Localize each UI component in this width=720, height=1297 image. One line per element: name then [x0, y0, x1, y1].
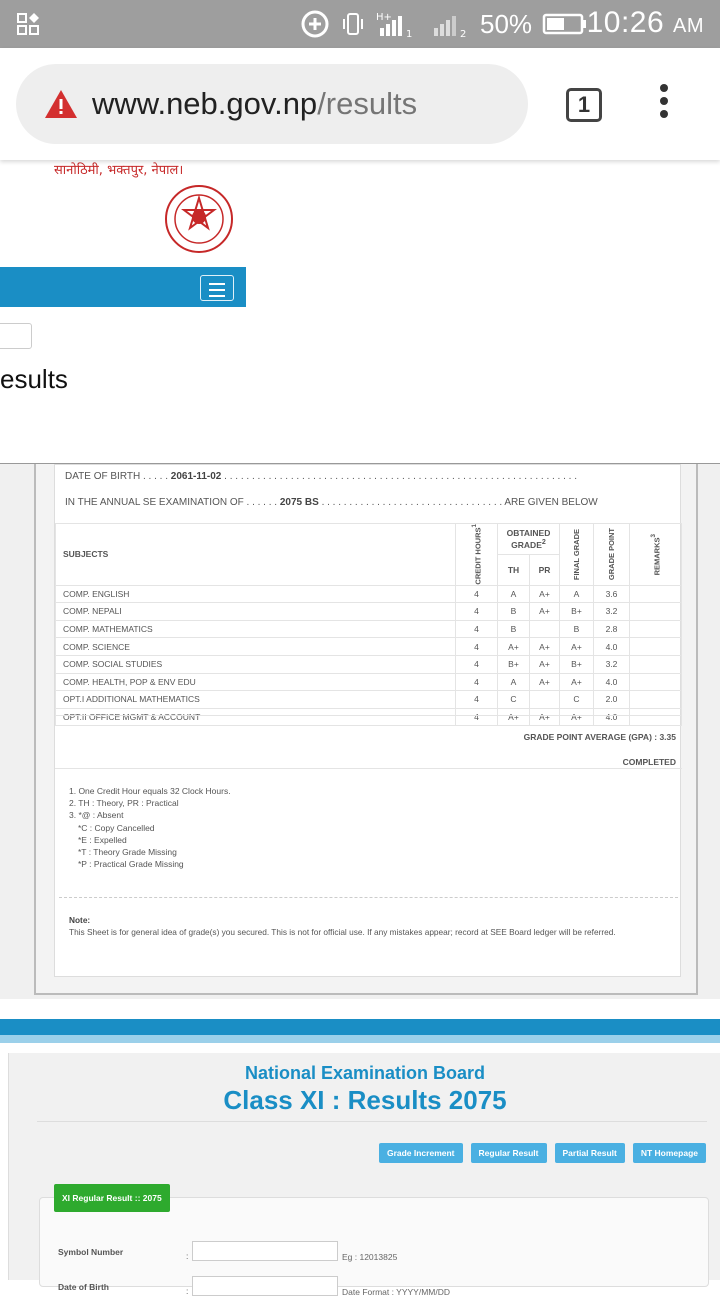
subject-cell: OPT.II OFFICE MGMT & ACCOUNT: [56, 708, 456, 726]
board-name: National Examination Board: [244, 1063, 486, 1083]
legend-item: 1. One Credit Hour equals 32 Clock Hours.: [69, 786, 231, 796]
dob-line: [65, 471, 577, 482]
pr-grade-cell: [530, 691, 560, 709]
svg-text:H+: H+: [376, 12, 392, 23]
col-pr: PR: [530, 554, 560, 585]
grade-point-cell: 2.0: [594, 691, 630, 709]
table-row: [56, 673, 682, 691]
subject-cell: OPT.I ADDITIONAL MATHEMATICS: [56, 691, 456, 709]
legend-notes: [69, 785, 231, 870]
result-status: COMPLETED: [622, 757, 676, 767]
gpa-value: GRADE POINT AVERAGE (GPA) : 3.35: [523, 732, 676, 742]
svg-text:2: 2: [460, 29, 467, 38]
remarks-cell: [630, 655, 682, 673]
pr-grade-cell: A+: [530, 708, 560, 726]
battery-percent: 50%: [480, 8, 533, 39]
col-remarks: REMARKS$^3$: [630, 524, 682, 586]
credit-cell: 4: [456, 620, 498, 638]
nepali-address: सानोठिमी, भक्तपुर, नेपाल।: [54, 163, 184, 178]
site-navbar: [0, 267, 246, 307]
app-grid-icon: [16, 12, 40, 36]
panel-tag: XI Regular Result :: 2075: [54, 1184, 170, 1212]
remarks-cell: [630, 603, 682, 621]
grade-point-cell: 4.0: [594, 708, 630, 726]
table-row: [56, 638, 682, 656]
regular-result-panel: [39, 1193, 709, 1297]
field-colon: :: [186, 1286, 189, 1296]
regular-result-button[interactable]: Regular Result: [471, 1143, 547, 1163]
th-grade-cell: A: [498, 585, 530, 603]
th-grade-cell: A+: [498, 638, 530, 656]
table-row: [56, 603, 682, 621]
results-title: Class XI : Results 2075: [223, 1085, 507, 1115]
date-of-birth-input[interactable]: [192, 1276, 338, 1296]
dashed-divider: [59, 897, 678, 898]
legend-item: *E : Expelled: [78, 834, 127, 845]
section-band: [0, 1019, 720, 1035]
remarks-cell: [630, 585, 682, 603]
tab-switcher-button[interactable]: 1: [566, 88, 602, 122]
pr-grade-cell: [530, 620, 560, 638]
divider: [37, 1121, 707, 1122]
status-bar: [0, 0, 720, 48]
data-saver-icon: [300, 9, 330, 39]
exam-suffix: . . . . . . . . . . . . . . . . . . . . . . . . . . . . . . . . . ARE GIVEN BELOW: [321, 497, 598, 508]
th-grade-cell: C: [498, 691, 530, 709]
th-grade-cell: A+: [498, 708, 530, 726]
subject-cell: COMP. NEPALI: [56, 603, 456, 621]
symbol-number-label: Symbol Number: [58, 1247, 124, 1257]
final-grade-cell: A+: [560, 708, 594, 726]
remarks-cell: [630, 691, 682, 709]
subject-cell: COMP. SCIENCE: [56, 638, 456, 656]
col-th: TH: [498, 554, 530, 585]
clock-ampm: AM: [673, 15, 704, 37]
neb-seal-logo: [164, 184, 234, 254]
subject-cell: COMP. HEALTH, POP & ENV EDU: [56, 673, 456, 691]
legend-item: 2. TH : Theory, PR : Practical: [69, 798, 179, 809]
grade-point-cell: 3.2: [594, 655, 630, 673]
final-grade-cell: B+: [560, 655, 594, 673]
legend-item: 3. *@ : Absent: [69, 810, 124, 821]
gpa-section: [55, 715, 682, 769]
credit-cell: 4: [456, 603, 498, 621]
credit-cell: 4: [456, 673, 498, 691]
nav-menu-toggle-icon[interactable]: [200, 275, 234, 301]
table-row: [56, 620, 682, 638]
grade-point-cell: 2.8: [594, 620, 630, 638]
grades-table-body: [56, 585, 682, 726]
col-credit-hours: CREDIT HOURS$^1$: [456, 524, 498, 586]
browser-toolbar: [0, 48, 720, 160]
subject-cell: COMP. MATHEMATICS: [56, 620, 456, 638]
page-title: esults: [0, 364, 68, 394]
legend-item: *T : Theory Grade Missing: [78, 847, 177, 858]
pr-grade-cell: A+: [530, 585, 560, 603]
grade-point-cell: 3.6: [594, 585, 630, 603]
legend-item: *P : Practical Grade Missing: [78, 859, 184, 870]
result-search-form: [8, 1053, 720, 1297]
final-grade-cell: A+: [560, 638, 594, 656]
th-grade-cell: B: [498, 620, 530, 638]
clock: [587, 6, 704, 40]
col-final-grade: FINAL GRADE: [560, 524, 594, 586]
status-icons: [300, 8, 588, 40]
th-grade-cell: B: [498, 603, 530, 621]
final-grade-cell: A: [560, 585, 594, 603]
subject-cell: COMP. SOCIAL STUDIES: [56, 655, 456, 673]
result-links: [379, 1143, 706, 1163]
exam-prefix: IN THE ANNUAL SE EXAMINATION OF . . . . . .: [65, 497, 278, 508]
pr-grade-cell: A+: [530, 655, 560, 673]
col-grade-point: GRADE POINT: [594, 524, 630, 586]
dob-dots: . . . . . . . . . . . . . . . . . . . . . . . . . . . . . . . . . . . . . . . . . . . . . . . . . . . . . . . . . . . . . . . .: [224, 471, 578, 482]
address-bar[interactable]: [16, 64, 528, 144]
symbol-number-hint: Eg : 12013825: [342, 1252, 398, 1262]
url-text[interactable]: [92, 86, 417, 122]
signal-sim1-icon: [376, 10, 420, 38]
url-host: www.neb.gov.np: [92, 86, 318, 121]
svg-text:1: 1: [406, 29, 413, 38]
dob-value: 2061-11-02: [170, 471, 222, 482]
exam-year: 2075 BS: [279, 497, 319, 508]
final-grade-cell: A+: [560, 673, 594, 691]
grade-increment-button[interactable]: Grade Increment: [379, 1143, 463, 1163]
site-header: [0, 160, 720, 464]
note-text: This Sheet is for general idea of grade(s) you secured. This is not for official use. If any mistakes appear; record at SEE Board ledger will be referred.: [69, 926, 616, 937]
th-grade-cell: B+: [498, 655, 530, 673]
credit-cell: 4: [456, 585, 498, 603]
th-grade-cell: A: [498, 673, 530, 691]
table-row: [56, 655, 682, 673]
url-path: /results: [317, 86, 418, 121]
field-colon: :: [186, 1251, 189, 1261]
grades-table: [55, 523, 682, 726]
col-obtained-grade: OBTAINED GRADE$^2$: [498, 524, 560, 555]
pr-grade-cell: A+: [530, 603, 560, 621]
date-of-birth-hint: Date Format : YYYY/MM/DD: [342, 1287, 451, 1297]
grade-sheet-viewer[interactable]: [0, 464, 720, 999]
breadcrumb-home[interactable]: [0, 323, 32, 349]
table-row: [56, 585, 682, 603]
dob-label: DATE OF BIRTH . . . . .: [65, 471, 168, 482]
credit-cell: 4: [456, 638, 498, 656]
pr-grade-cell: A+: [530, 638, 560, 656]
note-title: Note:: [69, 915, 91, 925]
final-grade-cell: B: [560, 620, 594, 638]
credit-cell: 4: [456, 708, 498, 726]
symbol-number-input[interactable]: [192, 1241, 338, 1261]
remarks-cell: [630, 638, 682, 656]
legend-item: *C : Copy Cancelled: [78, 822, 155, 833]
final-grade-cell: C: [560, 691, 594, 709]
pr-grade-cell: A+: [530, 673, 560, 691]
col-subjects: SUBJECTS: [56, 524, 456, 586]
disclaimer-note: [69, 915, 649, 938]
battery-icon: [542, 12, 588, 36]
signal-sim2-icon: [430, 10, 470, 38]
partial-result-button[interactable]: Partial Result: [555, 1143, 625, 1163]
browser-menu-icon[interactable]: [654, 84, 674, 124]
grade-point-cell: 4.0: [594, 673, 630, 691]
remarks-cell: [630, 673, 682, 691]
credit-cell: 4: [456, 655, 498, 673]
remarks-cell: [630, 620, 682, 638]
final-grade-cell: B+: [560, 603, 594, 621]
grade-point-cell: 3.2: [594, 603, 630, 621]
date-of-birth-label: Date of Birth: [58, 1282, 109, 1292]
not-secure-warning-icon[interactable]: [44, 89, 78, 119]
clock-time: 10:26: [586, 6, 665, 39]
vibrate-icon: [340, 11, 366, 37]
table-row: [56, 691, 682, 709]
credit-cell: 4: [456, 691, 498, 709]
grade-point-cell: 4.0: [594, 638, 630, 656]
exam-line: [65, 497, 598, 508]
section-band-light: [0, 1035, 720, 1043]
grade-sheet: [54, 464, 681, 977]
grade-sheet-frame: [34, 464, 698, 995]
subject-cell: COMP. ENGLISH: [56, 585, 456, 603]
nt-homepage-button[interactable]: NT Homepage: [633, 1143, 706, 1163]
